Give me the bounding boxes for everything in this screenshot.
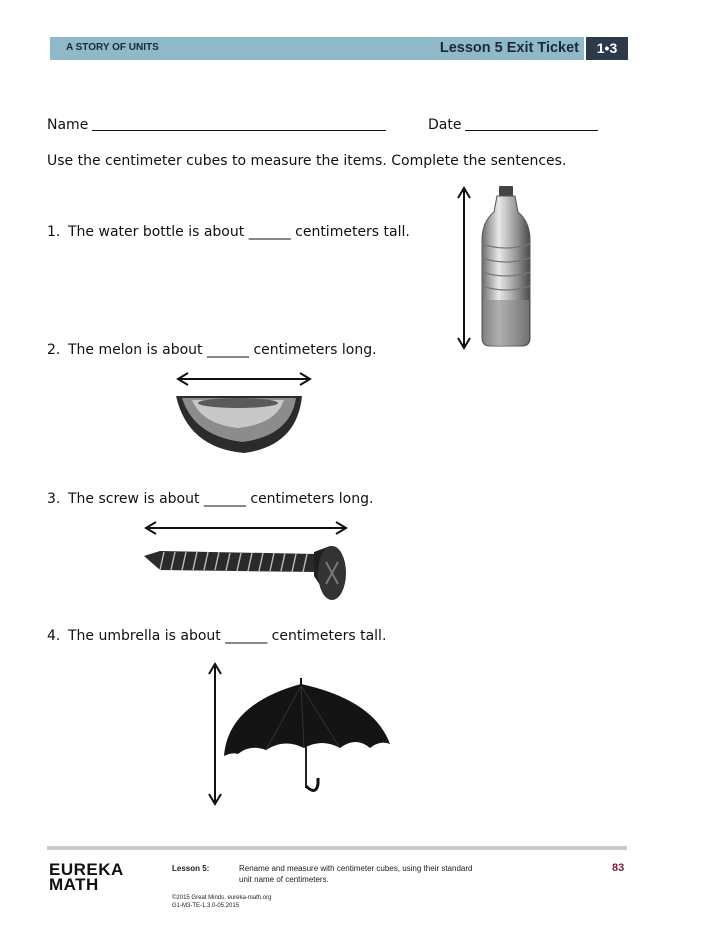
lesson-title: Lesson 5 Exit Ticket (439, 40, 579, 56)
logo-line-1: EUREKA (49, 860, 124, 879)
logo-line-2: MATH (49, 875, 99, 894)
footer-lesson-desc-2: unit name of centimeters. (239, 875, 329, 884)
question-3-text: The screw is about ______ centimeters long. (68, 491, 374, 507)
eureka-math-logo (49, 862, 124, 892)
question-2-text: The melon is about ______ centimeters long. (68, 342, 377, 358)
footer-rule (47, 846, 627, 850)
umbrella-image (204, 660, 396, 808)
name-field[interactable] (92, 130, 386, 131)
question-1-text: The water bottle is about ______ centimeters tall. (68, 224, 410, 240)
instructions: Use the centimeter cubes to measure the items. Complete the sentences. (47, 153, 567, 169)
date-label: Date (428, 117, 462, 133)
question-4-text: The umbrella is about ______ centimeters tall. (68, 628, 387, 644)
water-bottle-image (452, 182, 542, 354)
footer-lesson-label: Lesson 5: (172, 864, 210, 873)
footer-copyright: ©2015 Great Minds. eureka-math.org (172, 895, 272, 901)
melon-image (172, 370, 317, 458)
footer-code: G1-M3-TE-1.3.0-05.2015 (172, 903, 240, 909)
grade-badge: 1•3 (586, 37, 628, 60)
screw-image (140, 518, 352, 604)
series-label: A STORY OF UNITS (66, 42, 159, 53)
name-label: Name (47, 117, 89, 133)
question-4-number: 4. (47, 628, 61, 644)
footer-lesson-desc-1: Rename and measure with centimeter cubes, using their standard (239, 864, 473, 873)
question-3-number: 3. (47, 491, 61, 507)
date-field[interactable] (465, 130, 598, 131)
question-2-number: 2. (47, 342, 61, 358)
question-1-number: 1. (47, 224, 61, 240)
page-number: 83 (612, 862, 625, 874)
